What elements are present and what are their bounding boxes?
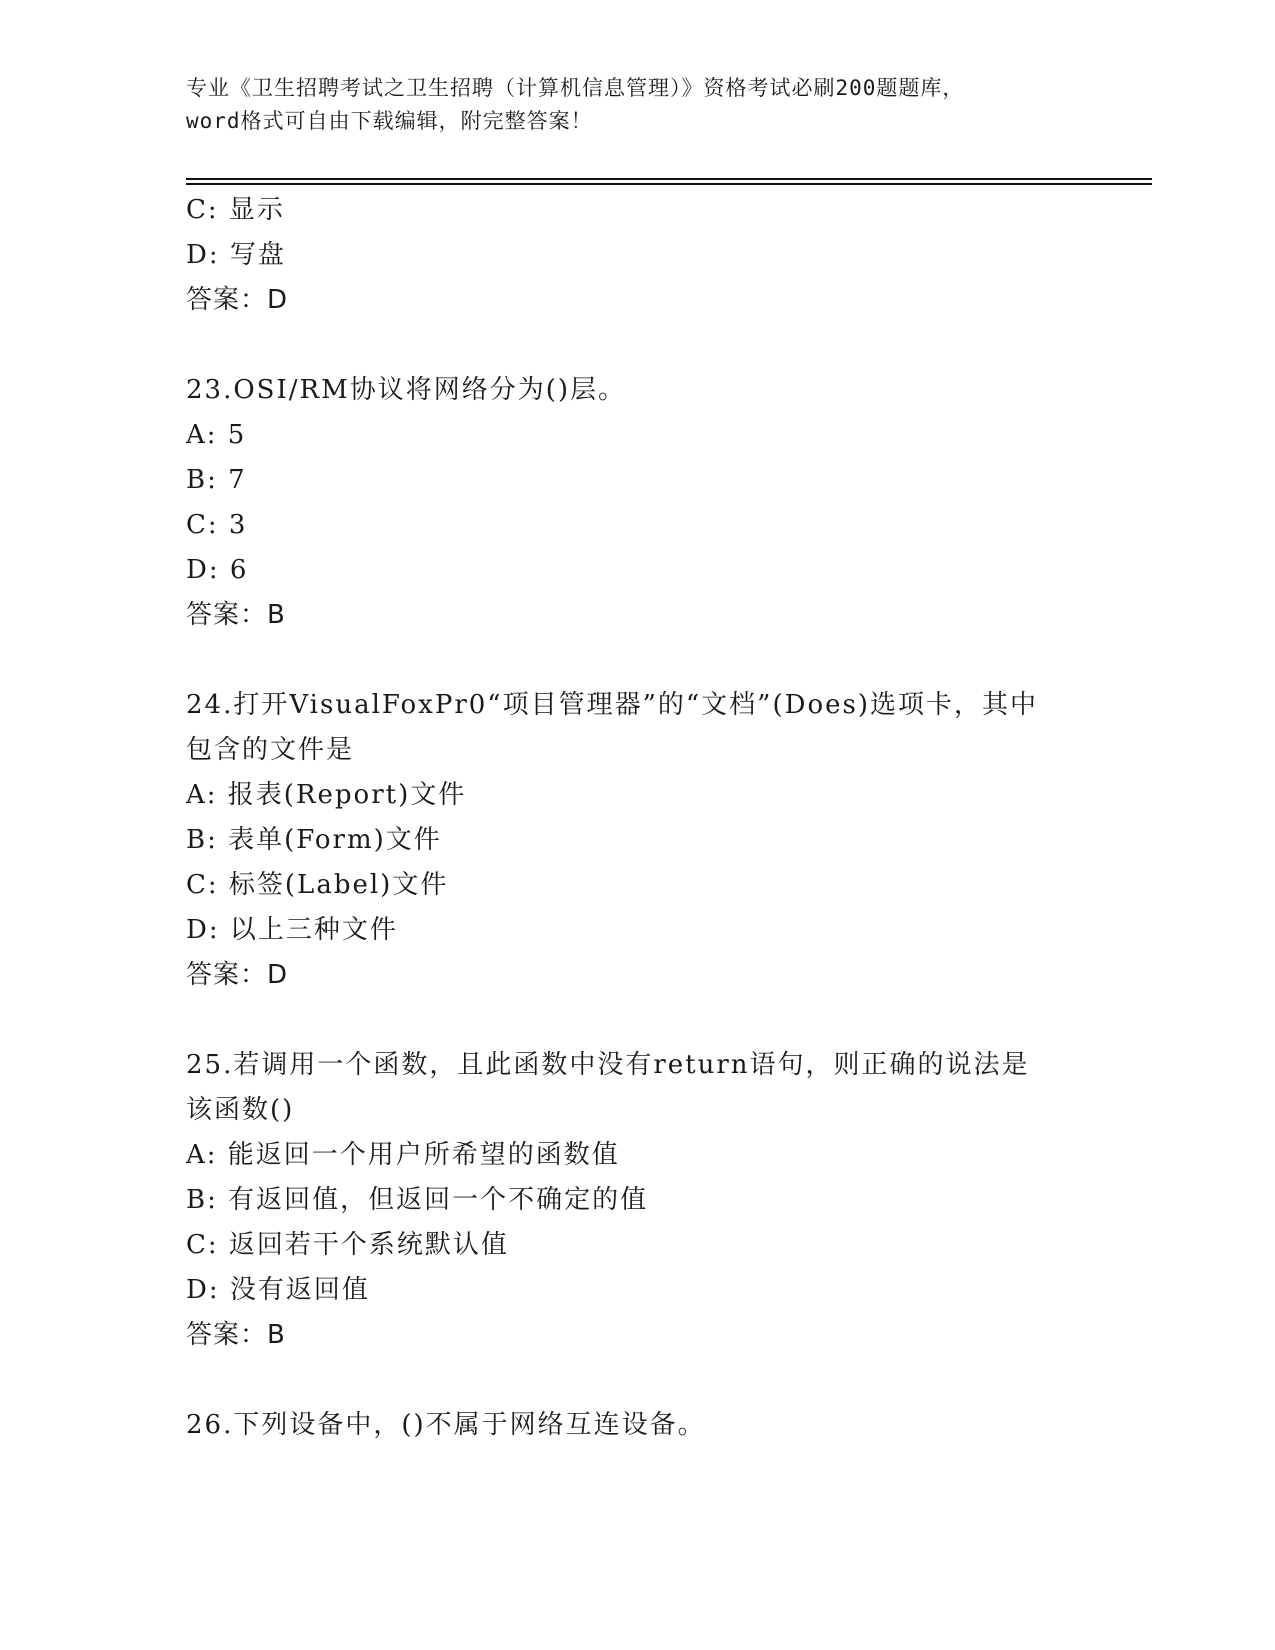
- q23-option-c: C: 3: [186, 510, 248, 540]
- header-rule-bottom: [186, 183, 1152, 185]
- q24-option-b: B: 表单(Form)文件: [186, 825, 442, 855]
- q22-answer: 答案：D: [186, 285, 289, 315]
- header-line-1: 专业《卫生招聘考试之卫生招聘（计算机信息管理）》资格考试必刷200题题库，: [186, 76, 965, 100]
- q22-option-c: C: 显示: [186, 195, 285, 225]
- header-line-2: word格式可自由下载编辑，附完整答案！: [186, 109, 593, 133]
- q26-question: 26.下列设备中，()不属于网络互连设备。: [186, 1410, 706, 1440]
- q23-option-d: D: 6: [186, 555, 249, 585]
- q25-option-d: D: 没有返回值: [186, 1275, 370, 1305]
- q23-option-b: B: 7: [186, 465, 247, 495]
- q22-option-d: D: 写盘: [186, 240, 286, 270]
- header-rule-top: [186, 178, 1152, 180]
- q23-answer: 答案：B: [186, 600, 286, 630]
- q24-question-line-2: 包含的文件是: [186, 735, 355, 765]
- q25-question-line-2: 该函数(): [186, 1095, 295, 1125]
- page-header: [186, 72, 1086, 138]
- q24-question-line-1: 24.打开VisualFoxPr0“项目管理器”的“文档”(Does)选项卡，其中: [186, 690, 1038, 720]
- q25-option-c: C: 返回若干个系统默认值: [186, 1230, 509, 1260]
- q23-option-a: A: 5: [186, 420, 247, 450]
- q23-question: 23.OSI/RM协议将网络分为()层。: [186, 375, 626, 405]
- q25-question-line-1: 25.若调用一个函数，且此函数中没有return语句，则正确的说法是: [186, 1050, 1030, 1080]
- q25-option-a: A: 能返回一个用户所希望的函数值: [186, 1140, 620, 1170]
- q25-answer: 答案：B: [186, 1320, 286, 1350]
- q25-option-b: B: 有返回值，但返回一个不确定的值: [186, 1185, 649, 1215]
- q24-option-d: D: 以上三种文件: [186, 915, 398, 945]
- q24-answer: 答案：D: [186, 960, 289, 990]
- q24-option-c: C: 标签(Label)文件: [186, 870, 449, 900]
- q24-option-a: A: 报表(Report)文件: [186, 780, 467, 810]
